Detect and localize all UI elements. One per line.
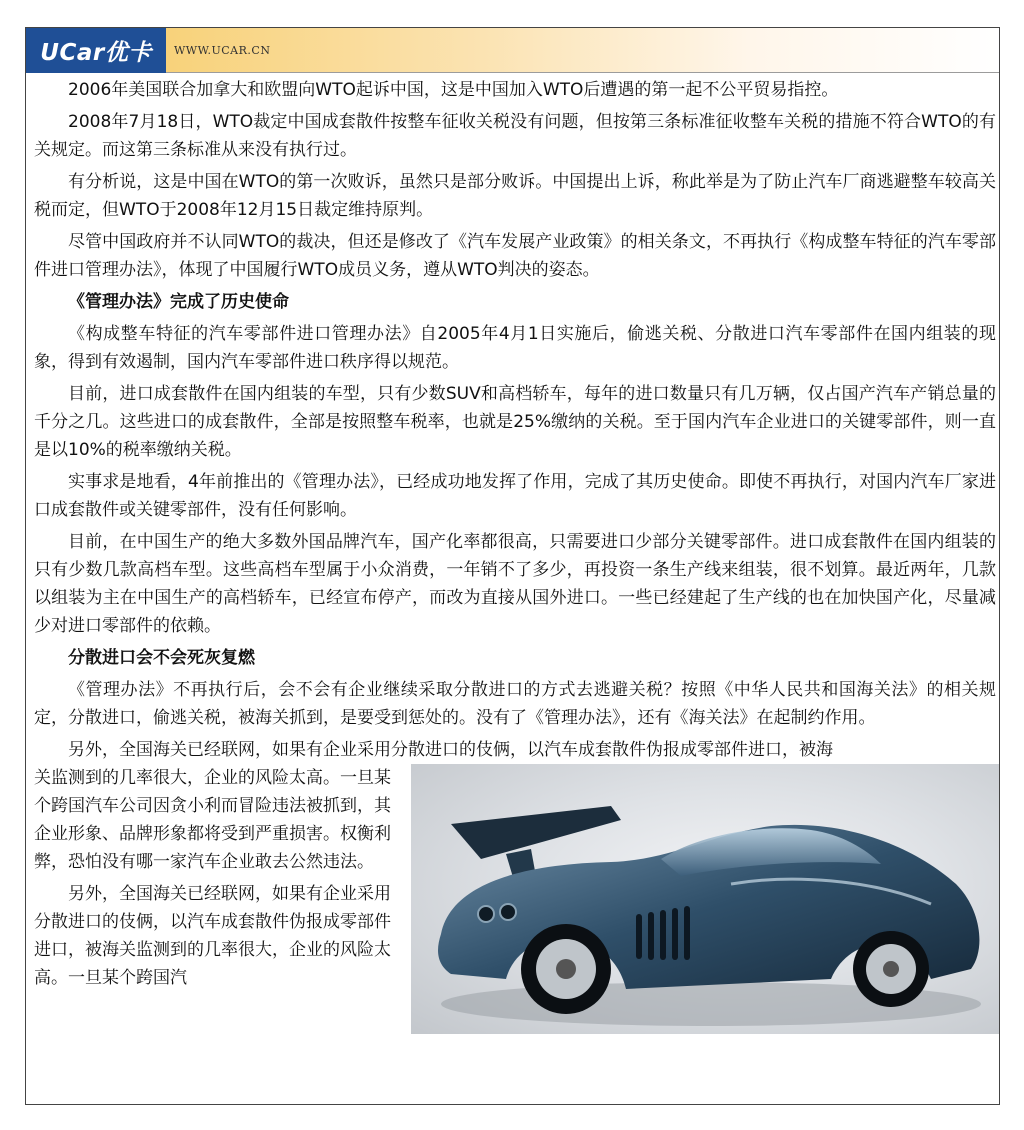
section-heading: 分散进口会不会死灰复燃 (68, 648, 255, 668)
sports-car-photo (411, 764, 1000, 1034)
article-body (34, 76, 996, 1044)
paragraph: 《构成整车特征的汽车零部件进口管理办法》自2005年4月1日实施后，偷逃关税、分散进口汽车零部件在国内组装的现象，得到有效遏制，国内汽车零部件进口秩序得以规范。 (34, 324, 996, 372)
paragraph: 另外，全国海关已经联网，如果有企业采用分散进口的伎俩，以汽车成套散件伪报成零部件进口，被海关监测到的几率很大，企业的风险太高。一旦某个跨国汽 (34, 884, 391, 988)
paragraph: 目前，进口成套散件在国内组装的车型，只有少数SUV和高档轿车，每年的进口数量只有几万辆，仅占国产汽车产销总量的千分之几。这些进口的成套散件，全部是按照整车税率，也就是25%缴纳的关税。至于国内汽车企业进口的关键零部件，则一直是以10%的税率缴纳关税。 (34, 384, 996, 460)
race-car-illustration (411, 764, 1000, 1034)
paragraph: 关监测到的几率很大，企业的风险太高。一旦某个跨国汽车公司因贪小利而冒险违法被抓到，其企业形象、品牌形象都将受到严重损害。权衡利弊，恐怕没有哪一家汽车企业敢去公然违法。 (34, 768, 391, 872)
header-divider (166, 72, 999, 73)
paragraph: 实事求是地看，4年前推出的《管理办法》，已经成功地发挥了作用，完成了其历史使命。即使不再执行，对国内汽车厂家进口成套散件或关键零部件，没有任何影响。 (34, 472, 996, 520)
paragraph: 尽管中国政府并不认同WTO的裁决，但还是修改了《汽车发展产业政策》的相关条文，不再执行《构成整车特征的汽车零部件进口管理办法》，体现了中国履行WTO成员义务，遵从WTO判决的姿态。 (34, 232, 996, 280)
paragraph: 另外，全国海关已经联网，如果有企业采用分散进口的伎俩，以汽车成套散件伪报成零部件进口，被海 (68, 740, 833, 760)
paragraph: 目前，在中国生产的绝大多数外国品牌汽车，国产化率都很高，只需要进口少部分关键零部件。进口成套散件在国内组装的只有少数几款高档车型。这些高档车型属于小众消费，一年销不了多少，再投资一条生产线来组装，很不划算。最近两年，几款以组装为主在中国生产的高档轿车，已经宣布停产，而改为直接从国外进口。一些已经建起了生产线的也在加快国产化，尽量减少对进口零部件的依赖。 (34, 532, 996, 636)
ucar-logo (26, 28, 166, 73)
header-gradient-band (166, 28, 999, 73)
page-frame (25, 27, 1000, 1105)
paragraph: 有分析说，这是中国在WTO的第一次败诉，虽然只是部分败诉。中国提出上诉，称此举是为了防止汽车厂商逃避整车较高关税而定，但WTO于2008年12月15日裁定维持原判。 (34, 172, 996, 220)
header-bar (26, 28, 999, 73)
wrapped-text-column (34, 764, 396, 996)
paragraph: 2008年7月18日，WTO裁定中国成套散件按整车征收关税没有问题，但按第三条标准征收整车关税的措施不符合WTO的有关规定。而这第三条标准从来没有执行过。 (34, 112, 996, 160)
paragraph: 2006年美国联合加拿大和欧盟向WTO起诉中国，这是中国加入WTO后遭遇的第一起不公平贸易指控。 (68, 80, 839, 100)
site-url: WWW.UCAR.CN (174, 44, 271, 57)
paragraph: 《管理办法》不再执行后，会不会有企业继续采取分散进口的方式去逃避关税？按照《中华人民共和国海关法》的相关规定，分散进口，偷逃关税，被海关抓到，是要受到惩处的。没有了《管理办法》，还有《海关法》在起制约作用。 (34, 680, 996, 728)
image-wrap-section (34, 764, 996, 1044)
section-heading: 《管理办法》完成了历史使命 (68, 292, 289, 312)
logo-text: UCar优卡 (40, 40, 152, 66)
